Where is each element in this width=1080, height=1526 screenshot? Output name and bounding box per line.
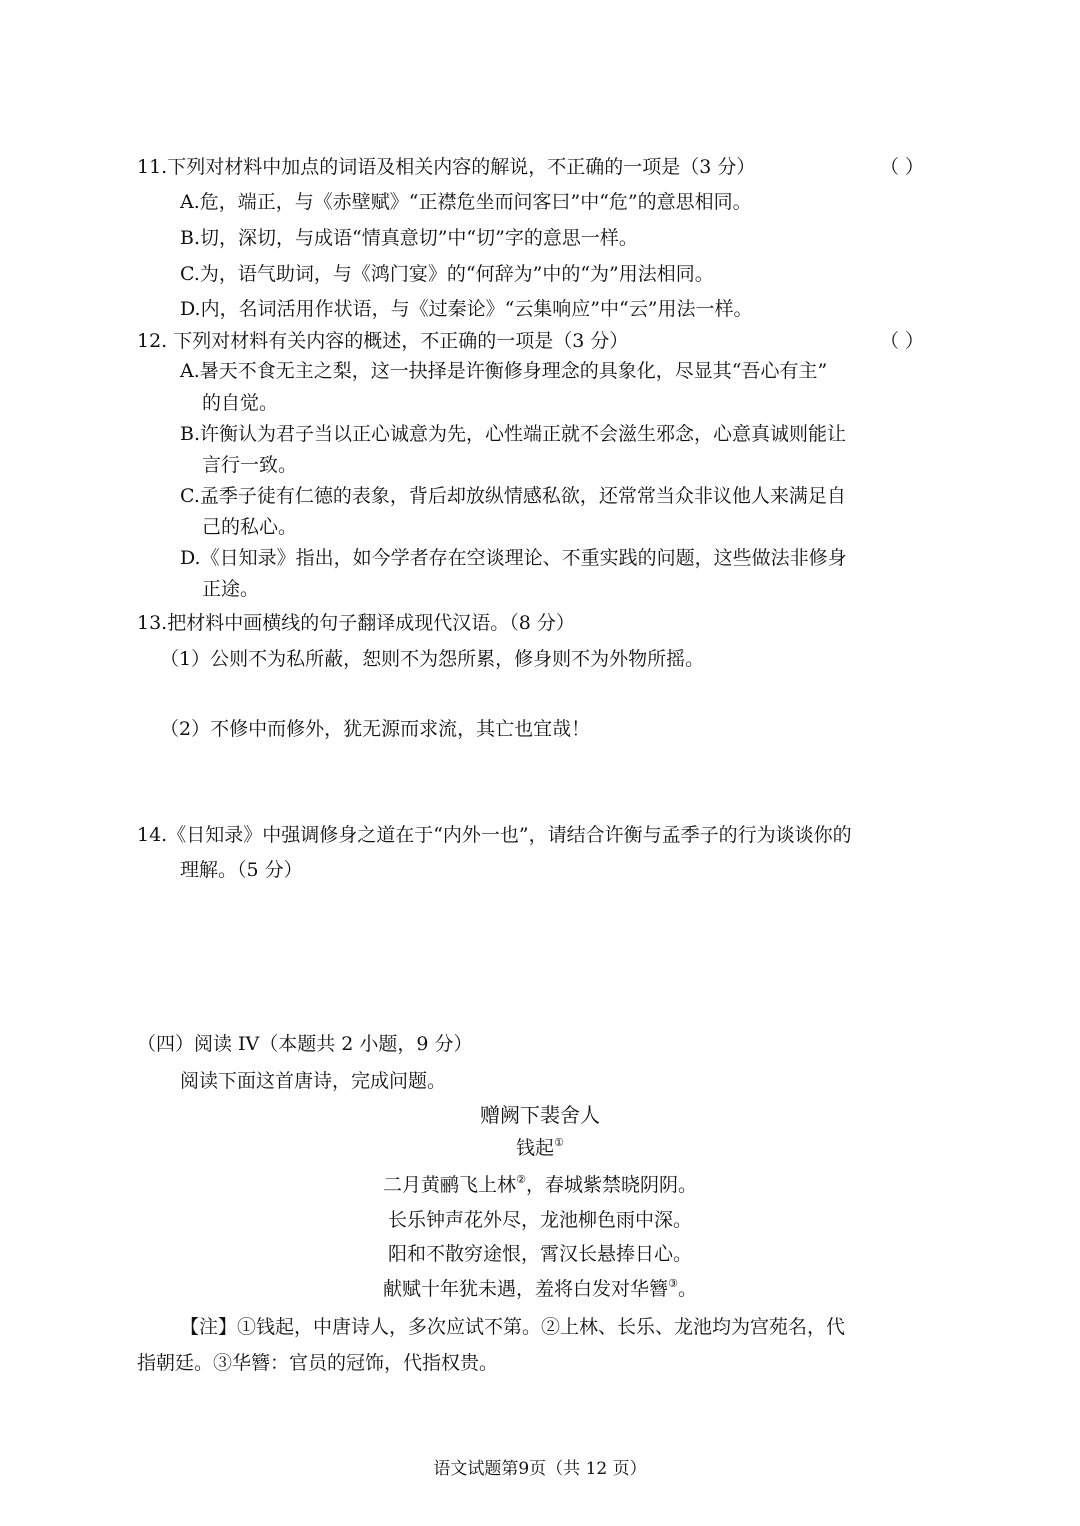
q14-stem-cont: 理解。（5 分） — [180, 859, 303, 881]
q12-option-c-cont: 己的私心。 — [202, 516, 298, 538]
q12-option-d: D.《日知录》指出，如今学者存在空谈理论、不重实践的问题，这些做法非修身 — [180, 547, 847, 569]
q11-option-c: C.为，语气助词，与《鸿门宴》的“何辞为”中的“为”用法相同。 — [180, 263, 714, 285]
poem-author: 钱起① — [516, 1136, 564, 1159]
poem-note-cont: 指朝廷。③华簪：官员的冠饰，代指权贵。 — [137, 1352, 499, 1374]
page-footer: 语文试题第9页（共 12 页） — [433, 1459, 647, 1479]
q12-answer-paren: （ ） — [880, 330, 925, 352]
q13-stem: 13.把材料中画横线的句子翻译成现代汉语。（8 分） — [137, 612, 575, 634]
q11-option-a: A.危，端正，与《赤壁赋》“正襟危坐而问客曰”中“危”的意思相同。 — [180, 191, 752, 213]
section4-instruction: 阅读下面这首唐诗，完成问题。 — [180, 1070, 447, 1092]
q11-answer-paren: （ ） — [880, 156, 925, 178]
q14-stem: 14.《日知录》中强调修身之道在于“内外一也”，请结合许衡与孟季子的行为谈谈你的 — [137, 824, 852, 846]
footnote-marker-3: ③ — [668, 1277, 678, 1290]
poem-line-4: 献赋十年犹未遇，羞将白发对华簪③。 — [383, 1277, 697, 1300]
q12-option-c: C.孟季子徒有仁德的表象，背后却放纵情感私欲，还常常当众非议他人来满足自 — [180, 485, 846, 507]
q12-option-a-cont: 的自觉。 — [202, 392, 279, 414]
footnote-marker-2: ② — [516, 1173, 526, 1186]
footnote-marker-1: ① — [554, 1136, 564, 1149]
q13-sentence-1: （1）公则不为私所蔽，恕则不为怨所累，修身则不为外物所摇。 — [160, 648, 705, 670]
poem-line-2: 长乐钟声花外尽，龙池柳色雨中深。 — [387, 1209, 692, 1231]
q11-stem: 11.下列对材料中加点的词语及相关内容的解说，不正确的一项是（3 分） — [137, 156, 756, 178]
q12-option-a: A.暑天不食无主之梨，这一抉择是许衡修身理念的具象化，尽显其“吾心有主” — [180, 360, 828, 382]
q12-option-b: B.许衡认为君子当以正心诚意为先，心性端正就不会滋生邪念，心意真诚则能让 — [180, 423, 847, 445]
q11-option-d: D.内，名词活用作状语，与《过秦论》“云集响应”中“云”用法一样。 — [180, 298, 753, 320]
q11-option-b: B.切，深切，与成语“情真意切”中“切”字的意思一样。 — [180, 227, 638, 249]
poem-note: 【注】①钱起，中唐诗人，多次应试不第。②上林、长乐、龙池均为宫苑名，代 — [180, 1316, 846, 1338]
poem-line-1: 二月黄鹂飞上林②，春城紫禁晓阴阴。 — [383, 1173, 697, 1196]
q12-option-b-cont: 言行一致。 — [202, 454, 298, 476]
poem-title: 赠阙下裴舍人 — [480, 1103, 600, 1127]
poem-line-3: 阳和不散穷途恨，霄汉长悬捧日心。 — [387, 1243, 692, 1265]
q12-option-d-cont: 正途。 — [202, 578, 260, 600]
q12-stem: 12. 下列对材料有关内容的概述，不正确的一项是（3 分） — [137, 330, 629, 352]
section4-heading: （四）阅读 IV（本题共 2 小题，9 分） — [137, 1033, 473, 1055]
q13-sentence-2: （2）不修中而修外，犹无源而求流，其亡也宜哉！ — [160, 718, 591, 740]
